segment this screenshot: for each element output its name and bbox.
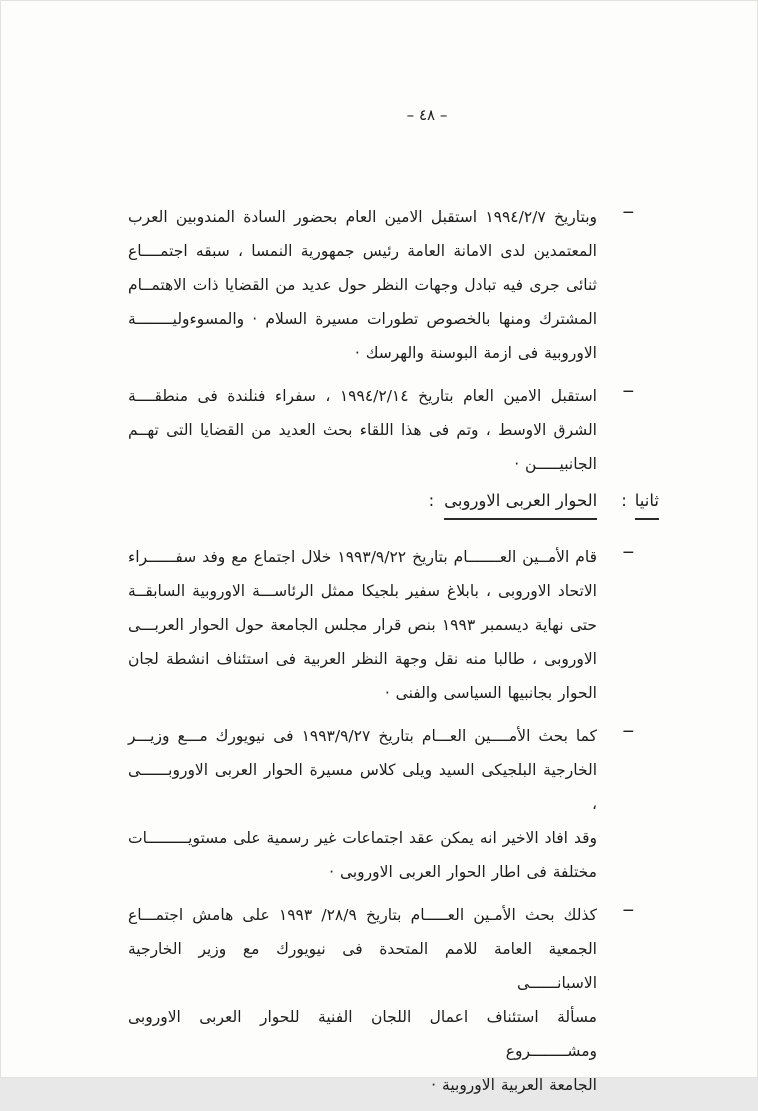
paragraph	[128, 717, 633, 889]
text-line: وقد افاد الاخير انه يمكن عقد اجتماعات غير رسمية على مستويـــــــــات	[128, 829, 597, 847]
text-line: مختلفة فى اطار الحوار العربى الاوروبى ·	[329, 863, 597, 881]
text-line: الاوروبى ، طالبا منه نقل وجهة النظر العربية فى استئناف انشطة لجان	[128, 650, 597, 668]
text-line: مسألة استئناف اعمال اللجان الفنية للحوار العربى الاوروبى ومشــــــــروع	[128, 1008, 597, 1060]
bullet-dash: ــ	[623, 377, 633, 396]
text-line: الاوروبية فى ازمة البوسنة والهرسك ·	[354, 344, 597, 362]
text-line: الجامعة العربية الاوروبية ·	[431, 1076, 597, 1094]
text-line: كما بحث الأمــــين العـــام بتاريخ ١٩٩٣/٩/٢٧ فى نيويورك مـــع وزيـــر	[128, 727, 597, 745]
paragraph	[128, 896, 633, 1102]
section-title-colon: :	[428, 491, 435, 510]
text-line: الحوار بجانبيها السياسى والفنى ·	[384, 684, 597, 702]
text-line: قام الأمــين العـــــــام بتاريخ ١٩٩٣/٩/٢٢ خلال اجتماع مع وفد سفــــــراء	[128, 548, 598, 566]
page-content	[128, 198, 659, 1111]
section-heading	[128, 490, 659, 520]
text-line: الجانبيـــــن ·	[514, 455, 597, 473]
paragraph	[128, 538, 633, 710]
section-marker: ثانيا	[635, 490, 659, 520]
text-line: وبتاريخ ١٩٩٤/٢/٧ استقبل الامين العام بحضور السادة المندوبين العرب	[128, 208, 597, 226]
text-line: استقبل الامين العام بتاريخ ١٩٩٤/٢/١٤ ، سفراء فنلندة فى منطقــــة	[128, 387, 597, 405]
text-line: الخارجية البلجيكى السيد ويلى كلاس مسيرة الحوار العربى الاوروبــــــى ،	[128, 761, 597, 813]
bullet-dash: ــ	[623, 717, 633, 736]
bullet-dash: ــ	[623, 538, 633, 557]
text-line: كذلك بحث الأمـين العـــــام بتاريخ ٢٨/٩/ ١٩٩٣ على هامش اجتمـــاع	[128, 906, 597, 924]
bullet-dash: ــ	[623, 896, 633, 915]
bullet-dash: ــ	[623, 198, 633, 217]
text-line: المعتمدين لدى الامانة العامة رئيس جمهورية النمسا ، سبقه اجتمــــاع	[128, 242, 597, 260]
section-marker-colon: :	[621, 491, 627, 510]
section-title: الحوار العربى الاوروبى	[444, 490, 597, 520]
text-line: ثنائى جرى فيه تبادل وجهات النظر حول عديد من القضايا ذات الاهتمــام	[128, 276, 597, 294]
text-line: الاتحاد الاوروبى ، بابلاغ سفير بلجيكا ممثل الرئاســـة الاوروبية السابقــة	[128, 582, 597, 600]
text-line: المشترك ومنها بالخصوص تطورات مسيرة السلام · والمسوءوليــــــــة	[128, 310, 597, 328]
page-number: – ٤٨ –	[406, 106, 448, 124]
text-line: الشرق الاوسط ، وتم فى هذا اللقاء بحث العديد من القضايا التى تهــم	[128, 421, 597, 439]
paragraph	[128, 377, 633, 481]
text-line: حتى نهاية ديسمبر ١٩٩٣ بنص قرار مجلس الجامعة حول الحوار العربـــى	[128, 616, 597, 634]
text-line: الجمعية العامة للامم المتحدة فى نيويورك مع وزير الخارجية الاسبانــــــى	[128, 940, 597, 992]
paragraph	[128, 198, 633, 370]
